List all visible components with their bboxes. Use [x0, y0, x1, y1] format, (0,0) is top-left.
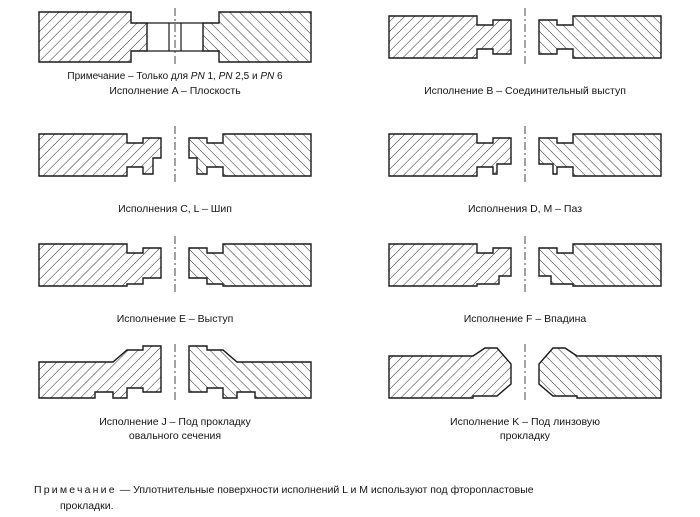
footnote-text: — Уплотнительные поверхности исполнений L и M используют под фторопластовые: [119, 484, 534, 496]
pn-label: PN: [218, 71, 233, 82]
figure-cell-flange-j: [0, 344, 350, 466]
flange-b-drawing: [385, 6, 665, 68]
flange-b-caption: Исполнение B – Соединительный выступ: [424, 85, 626, 97]
figure-cell-flange-f: [350, 234, 700, 344]
footnote: [34, 482, 674, 514]
pn-label: PN: [260, 71, 275, 82]
flange-a-caption: Исполнение A – Плоскость: [109, 85, 241, 97]
flange-j-caption-line2: овального сечения: [128, 430, 222, 442]
flange-e-caption: Исполнение E – Выступ: [116, 313, 234, 325]
flange-dm-drawing: [385, 124, 665, 186]
pn-value: 6: [274, 71, 283, 82]
pn-label: PN: [190, 71, 205, 82]
flange-j-drawing: [35, 344, 315, 414]
flange-a-drawing: [35, 6, 315, 68]
flange-dm-caption: Исполнения D, M – Паз: [467, 203, 583, 215]
pn-value: 2,5 и: [232, 71, 261, 82]
flange-k-caption: Исполнение K – Под линзовую: [450, 416, 600, 428]
figure-cell-flange-cl: [0, 124, 350, 234]
figure-cell-flange-a: [0, 6, 350, 124]
flange-a-note: [0, 69, 350, 84]
figure-cell-flange-e: [0, 234, 350, 344]
flange-j-caption: Исполнение J – Под прокладку: [99, 416, 251, 428]
note-prefix: Примечание – Только для: [67, 71, 191, 82]
flange-cl-caption: Исполнения C, L – Шип: [118, 203, 232, 215]
footnote-label: Примечание: [34, 484, 117, 496]
flange-f-caption: Исполнение F – Впадина: [463, 313, 587, 325]
pn-value: 1,: [204, 71, 219, 82]
flange-e-drawing: [35, 234, 315, 296]
figure-cell-flange-b: [350, 6, 700, 124]
footnote-text-line2: прокладки.: [60, 500, 114, 512]
figure-cell-flange-k: [350, 344, 700, 466]
figure-cell-flange-dm: [350, 124, 700, 234]
flange-k-caption-line2: прокладку: [499, 430, 551, 442]
flange-k-drawing: [385, 344, 665, 414]
flange-f-drawing: [385, 234, 665, 296]
figure-grid: [0, 6, 700, 466]
flange-cl-drawing: [35, 124, 315, 186]
